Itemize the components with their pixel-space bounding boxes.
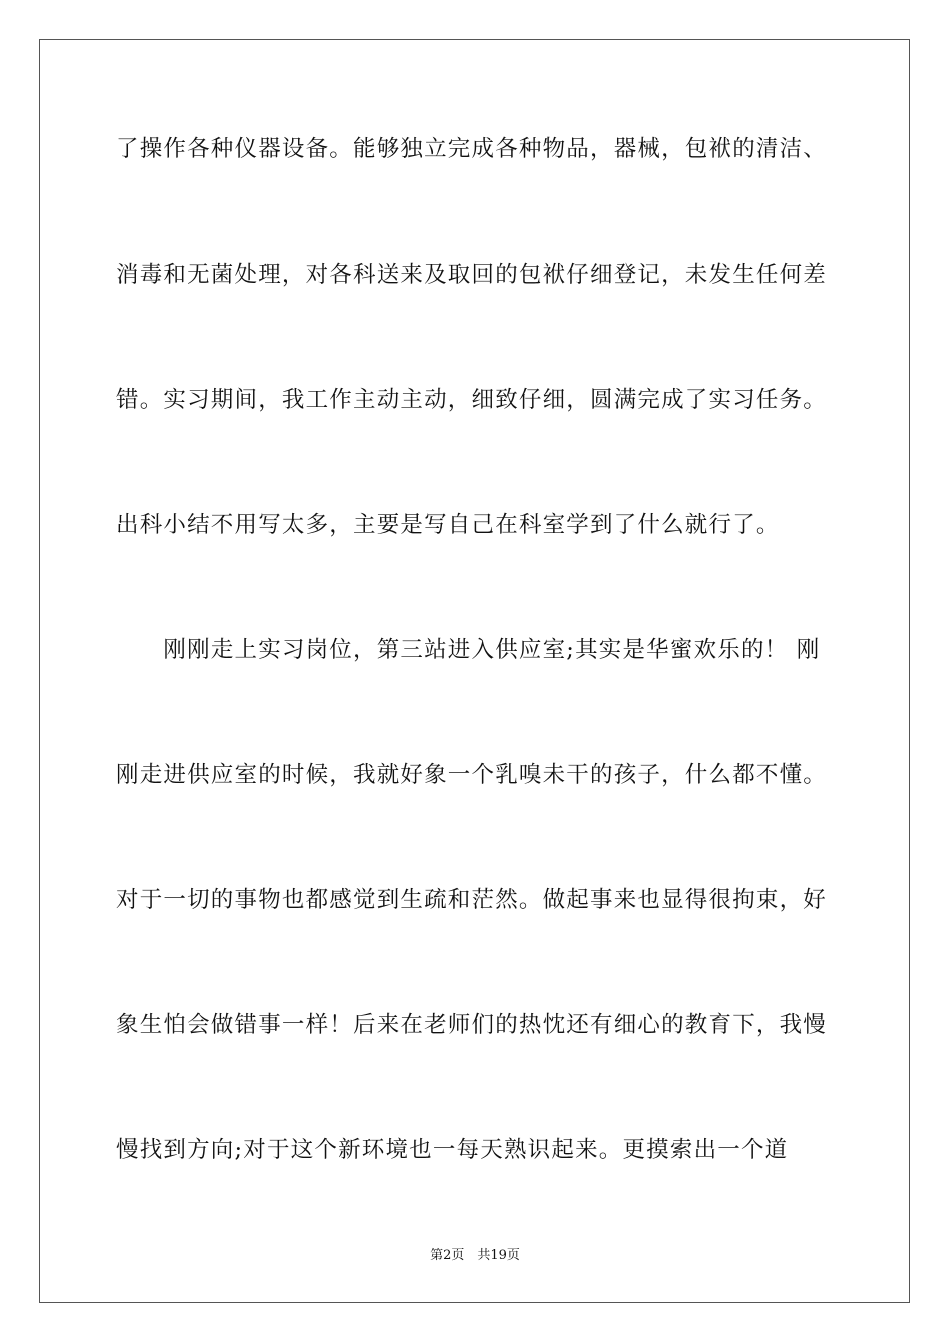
paragraph-start-line: 刚刚走上实习岗位，第三站进入供应室;其实是华蜜欢乐的！ 刚	[116, 637, 821, 663]
text-line: 出科小结不用写太多，主要是写自己在科室学到了什么就行了。	[116, 512, 780, 538]
text-line: 慢找到方向;对于这个新环境也一每天熟识起来。更摸索出一个道	[116, 1137, 789, 1163]
text-line: 刚走进供应室的时候，我就好象一个乳嗅未干的孩子，什么都不懂。	[116, 762, 828, 788]
text-line: 错。实习期间，我工作主动主动，细致仔细，圆满完成了实习任务。	[116, 387, 828, 413]
page-border	[39, 39, 910, 1303]
text-line: 对于一切的事物也都感觉到生疏和茫然。做起事来也显得很拘束，好	[116, 887, 828, 913]
page-number-footer: 第2页 共19页	[430, 1248, 520, 1263]
text-line: 象生怕会做错事一样！后来在老师们的热忱还有细心的教育下，我慢	[116, 1012, 828, 1038]
text-line: 了操作各种仪器设备。能够独立完成各种物品，器械，包袱的清洁、	[116, 136, 828, 162]
text-line: 消毒和无菌处理，对各科送来及取回的包袱仔细登记，未发生任何差	[116, 262, 828, 288]
